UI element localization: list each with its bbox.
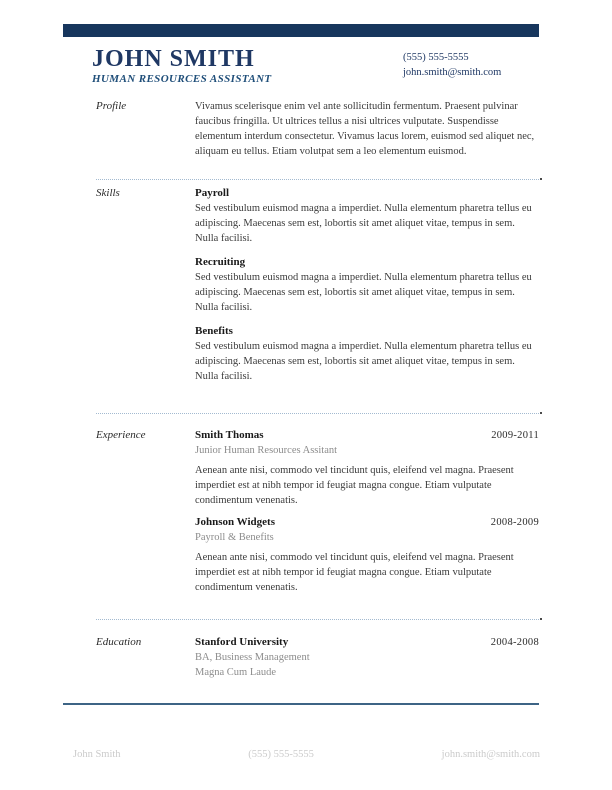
experience-section-label: Experience <box>96 429 146 441</box>
footer-name: John Smith <box>73 749 121 760</box>
skill-description: Sed vestibulum euismod magna a imperdiet. Nulla elementum pharetra tellus eu adipiscing. Maecenas sem est, lobortis sit amet aliquet vitae, tempus in sem. Nulla facilisi. <box>195 272 532 313</box>
contact-info <box>403 50 501 80</box>
profile-section <box>63 99 539 159</box>
date-range: 2004-2008 <box>490 637 539 648</box>
role-title: Payroll & Benefits <box>195 532 274 543</box>
company-name: Smith Thomas <box>195 429 264 441</box>
role-title: Junior Human Resources Assitant <box>195 445 338 456</box>
document-body <box>63 99 539 680</box>
experience-description: Aenean ante nisi, commodo vel tincidunt quis, eleifend vel magna. Praesent imperdiet est at nibh tempor id feugiat magna congue. Etiam vulputate condimentum venenatis. <box>195 552 514 593</box>
honors-line: Magna Cum Laude <box>195 667 277 678</box>
skill-item <box>195 186 539 246</box>
skill-item <box>195 324 539 384</box>
profile-text: Vivamus scelerisque enim vel ante sollicitudin fermentum. Praesent pulvinar faucibus fringilla. Ut ultrices tellus a nisi ultrices vulputate. Suspendisse elementum interdum consectetur. Vivamus lacus lorem, euismod sed aliquet nec, aliquam eu tellus. Etiam volutpat sem a leo elementum euismod. <box>195 101 535 157</box>
skill-name: Benefits <box>195 325 233 337</box>
skills-section <box>63 186 539 393</box>
header <box>63 46 539 86</box>
skill-description: Sed vestibulum euismod magna a imperdiet. Nulla elementum pharetra tellus eu adipiscing. Maecenas sem est, lobortis sit amet aliquet vitae, tempus in sem. Nulla facilisi. <box>195 341 532 382</box>
dotted-divider <box>96 413 539 416</box>
education-item <box>195 635 539 680</box>
skill-name: Payroll <box>195 187 230 199</box>
experience-item <box>195 428 539 508</box>
footer-divider <box>63 703 539 705</box>
education-section-label: Education <box>96 636 142 648</box>
skill-description: Sed vestibulum euismod magna a imperdiet. Nulla elementum pharetra tellus eu adipiscing. Maecenas sem est, lobortis sit amet aliquet vitae, tempus in sem. Nulla facilisi. <box>195 203 532 244</box>
footer-email: john.smith@smith.com <box>441 749 540 760</box>
degree-line: BA, Business Management <box>195 652 310 663</box>
dotted-divider <box>96 619 539 622</box>
profile-section-label: Profile <box>96 100 127 112</box>
dotted-divider <box>96 179 539 182</box>
skill-name: Recruiting <box>195 256 246 268</box>
footer-phone: (555) 555-5555 <box>248 749 314 760</box>
candidate-name: JOHN SMITH <box>92 46 255 72</box>
education-section <box>63 635 539 680</box>
skill-item <box>195 255 539 315</box>
experience-section <box>63 428 539 602</box>
skills-section-label: Skills <box>96 187 120 199</box>
contact-phone: (555) 555-5555 <box>403 52 469 63</box>
date-range: 2009-2011 <box>491 430 539 441</box>
top-accent-bar <box>63 24 539 37</box>
date-range: 2008-2009 <box>490 517 539 528</box>
job-title: HUMAN RESOURCES ASSISTANT <box>92 73 272 85</box>
company-name: Johnson Widgets <box>195 516 275 528</box>
school-name: Stanford University <box>195 636 289 648</box>
contact-email: john.smith@smith.com <box>403 67 502 78</box>
experience-item <box>195 515 539 595</box>
page-footer <box>63 748 540 762</box>
experience-description: Aenean ante nisi, commodo vel tincidunt quis, eleifend vel magna. Praesent imperdiet est at nibh tempor id feugiat magna congue. Etiam vulputate condimentum venenatis. <box>195 465 514 506</box>
